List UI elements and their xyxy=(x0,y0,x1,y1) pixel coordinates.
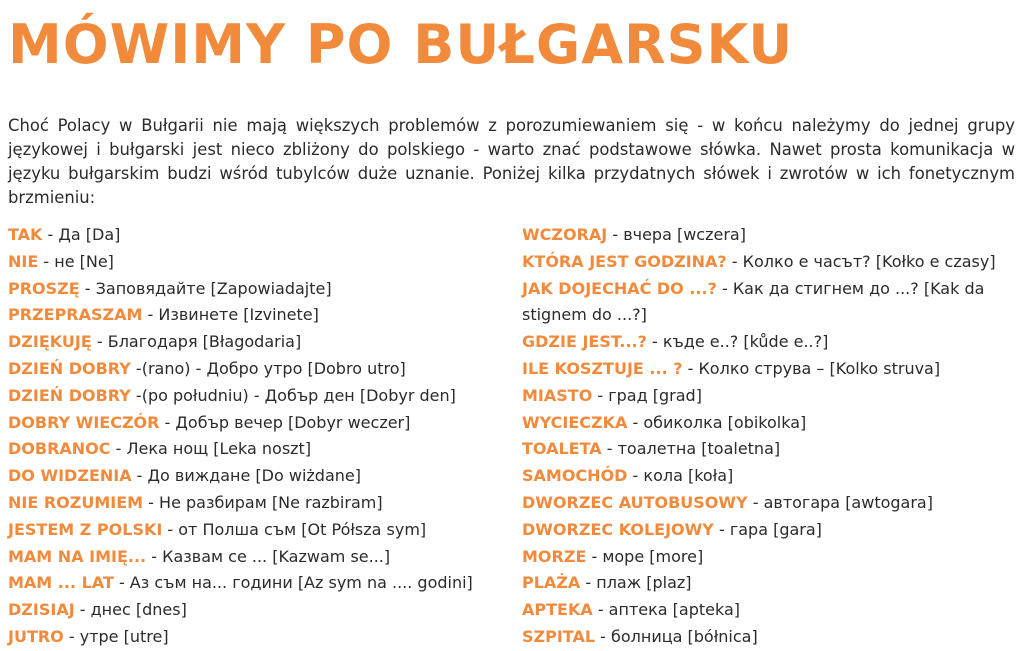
phrase-term: TAK xyxy=(8,225,43,244)
phrase-term: NIE xyxy=(8,251,39,271)
phrase-item xyxy=(522,329,1016,356)
phrase-item xyxy=(8,276,508,303)
intro-paragraph: Choć Polacy w Bułgarii nie mają większych problemów z porozumiewaniem się - w końcu należymy do jednej grupy językowej i bułgarski jest nieco zbliżony do polskiego - warto znać podstawowe słówka. Nawet prosta komunikacja w języku bułgarskim budzi wśród tubylców duże uznanie. Poniżej kilka przydatnych słówek i zwrotów w ich fonetycznym brzmieniu: xyxy=(8,116,1015,207)
phrase-translation: - Колко е часът? [Kołko e czasy] xyxy=(726,251,996,271)
phrase-item xyxy=(522,463,1016,490)
phrase-translation: - утре [utre] xyxy=(63,626,169,646)
phrase-translation: - автогара [awtogara] xyxy=(747,492,933,512)
phrase-term: PLAŻA xyxy=(522,573,581,593)
phrase-list-right xyxy=(522,222,1016,651)
phrase-translation: - болница [bółnica] xyxy=(595,626,758,646)
phrase-term: DZIEŃ DOBRY xyxy=(8,358,131,378)
phrase-translation: - Благодаря [Błagodaria] xyxy=(91,332,302,352)
phrase-item xyxy=(8,463,508,490)
phrase-translation: - Заповядайте [Zapowiadajte] xyxy=(79,278,332,298)
phrase-item xyxy=(522,436,1016,463)
phrase-item xyxy=(8,624,508,651)
phrase-translation: - Колко струва – [Kolko struva] xyxy=(682,358,941,378)
phrase-term: MIASTO xyxy=(522,385,593,405)
phrase-translation: - от Полша съм [Ot Półsza sym] xyxy=(162,519,427,539)
page-title: MÓWIMY PO BUŁGARSKU xyxy=(8,13,794,76)
phrase-translation: - Аз съм на... години [Az sym na .... godini] xyxy=(113,573,473,593)
phrase-item xyxy=(8,410,508,437)
phrase-item xyxy=(522,383,1016,410)
phrase-translation: - Как да стигнем до ...? [Kak da stignem do ...?] xyxy=(522,278,985,325)
phrase-term: JESTEM Z POLSKI xyxy=(8,519,163,539)
phrase-translation: - Казвам се ... [Kazwam se...] xyxy=(146,546,391,566)
phrase-term: DO WIDZENIA xyxy=(8,466,132,486)
phrase-translation: - Извинете [Izvinete] xyxy=(142,305,319,325)
phrase-term: SAMOCHÓD xyxy=(522,466,628,486)
phrase-term: PROSZĘ xyxy=(8,278,80,298)
phrase-item xyxy=(522,490,1016,517)
phrase-item xyxy=(522,410,1016,437)
phrase-term: ILE KOSZTUJE ... ? xyxy=(522,358,683,378)
phrase-translation: - не [Ne] xyxy=(38,251,114,271)
phrase-item xyxy=(8,222,508,249)
phrase-translation: - обиколка [obikolka] xyxy=(627,412,807,432)
phrase-list-left xyxy=(8,222,508,651)
phrase-item xyxy=(522,356,1016,383)
phrase-item xyxy=(522,597,1016,624)
phrase-term: DZIĘKUJĘ xyxy=(8,332,92,352)
phrase-term: DOBRY WIECZÓR xyxy=(8,412,160,432)
phrase-translation: - вчера [wczera] xyxy=(607,225,746,244)
phrase-item xyxy=(8,436,508,463)
phrase-translation: - кола [koła] xyxy=(627,466,734,486)
phrase-term: GDZIE JEST...? xyxy=(522,332,647,352)
phrase-term: JAK DOJECHAĆ DO ...? xyxy=(522,278,717,298)
phrase-term: DZISIAJ xyxy=(8,600,75,620)
phrase-item xyxy=(8,597,508,624)
phrase-translation: - днес [dnes] xyxy=(74,600,187,620)
phrase-term: DWORZEC KOLEJOWY xyxy=(522,519,714,539)
phrase-item xyxy=(8,383,508,410)
phrase-item xyxy=(522,570,1016,597)
phrase-term: DOBRANOC xyxy=(8,439,111,459)
phrase-item xyxy=(522,276,1016,330)
phrase-translation: - Лека нощ [Leka noszt] xyxy=(110,439,312,459)
phrase-term: MORZE xyxy=(522,546,587,566)
phrase-translation: - тоалетна [toaletna] xyxy=(601,439,781,459)
phrase-term: MAM NA IMIĘ... xyxy=(8,546,147,566)
phrase-translation: - Да [Da] xyxy=(42,225,121,244)
phrase-term: WYCIECZKA xyxy=(522,412,628,432)
phrase-item xyxy=(8,356,508,383)
phrase-translation: - море [more] xyxy=(586,546,704,566)
phrase-term: DZIEŃ DOBRY xyxy=(8,385,131,405)
phrase-translation: - До виждане [Do wiżdane] xyxy=(131,466,361,486)
phrase-item xyxy=(8,329,508,356)
phrase-term: WCZORAJ xyxy=(522,225,608,244)
phrase-term: APTEKA xyxy=(522,600,593,620)
phrase-term: NIE ROZUMIEM xyxy=(8,492,144,512)
phrase-item xyxy=(8,302,508,329)
phrase-item xyxy=(8,249,508,276)
phrase-translation: - аптека [apteka] xyxy=(592,600,741,620)
phrase-term: PRZEPRASZAM xyxy=(8,305,143,325)
phrase-translation: -(po południu) - Добър ден [Dobyr den] xyxy=(130,385,456,405)
phrase-translation: - гара [gara] xyxy=(713,519,822,539)
phrase-translation: - Не разбирам [Ne razbiram] xyxy=(143,492,383,512)
phrase-item xyxy=(522,544,1016,571)
phrase-item xyxy=(8,517,508,544)
phrase-term: MAM ... LAT xyxy=(8,573,114,593)
phrase-item xyxy=(522,517,1016,544)
phrase-term: TOALETA xyxy=(522,439,602,459)
phrase-term: DWORZEC AUTOBUSOWY xyxy=(522,492,748,512)
phrase-item xyxy=(522,249,1016,276)
phrase-translation: - Добър вечер [Dobyr weczer] xyxy=(159,412,411,432)
phrase-item xyxy=(8,544,508,571)
phrase-item xyxy=(522,222,1016,249)
phrase-translation: - къде е..? [kůde e..?] xyxy=(646,332,829,352)
phrase-item xyxy=(522,624,1016,651)
phrase-translation: -(rano) - Добро утро [Dobro utro] xyxy=(130,358,406,378)
phrase-term: SZPITAL xyxy=(522,626,596,646)
phrase-item xyxy=(8,570,508,597)
phrase-item xyxy=(8,490,508,517)
phrase-translation: - плаж [plaz] xyxy=(580,573,692,593)
phrase-term: KTÓRA JEST GODZINA? xyxy=(522,251,727,271)
phrase-term: JUTRO xyxy=(8,626,64,646)
phrase-translation: - град [grad] xyxy=(592,385,702,405)
